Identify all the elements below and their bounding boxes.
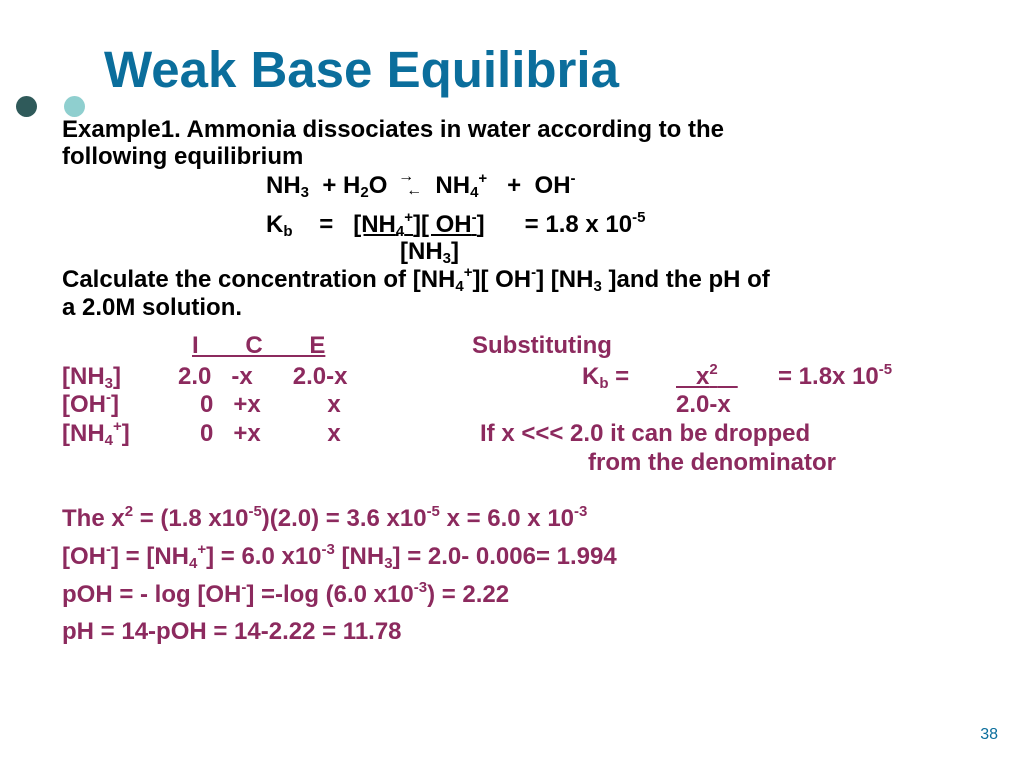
- denominator: 2.0-x: [676, 391, 731, 418]
- intro-line-1: Example1. Ammonia dissociates in water according to the: [62, 116, 724, 143]
- ice-row-nh4-label: $[NH_4^+]$: [62, 418, 130, 449]
- x-squared-line: The $x^2 = (1.8$ $x10^{-5})(2.0) = 3.6$ $x10^{-5}$ x = 6.0 x $10^{-3}$: [62, 503, 588, 532]
- approximation-note-1: If x <<< 2.0 it can be dropped: [480, 420, 811, 447]
- poh-line: pOH = - log [OH-] =-log (6.0 $x10^{-3}) = 2.22$: [62, 579, 510, 608]
- concentration-line: $[OH^-] = [NH_4^+] = 6.0$ $x10^{-3}$ $[NH_3] = 2.0-$ 0.006= 1.994: [62, 541, 617, 572]
- ph-line: pH = 14-pOH = 14-2.22 = 11.78: [62, 618, 402, 645]
- kb-expression: $K_b$ = $[NH_4^+]$[ OH-] = 1.8 x $10^{-5}$: [266, 209, 646, 240]
- page-number: 38: [980, 726, 998, 743]
- substituting-label: Substituting: [472, 332, 612, 359]
- slide-title: Weak Base Equilibria: [104, 41, 619, 98]
- intro-line-2: following equilibrium: [62, 143, 304, 170]
- x-squared-numerator: $x^2$: [676, 361, 718, 390]
- ice-row-nh3-values: 2.0 -x 2.0-x: [178, 363, 348, 390]
- calc-line-2: a 2.0M solution.: [62, 294, 243, 321]
- ice-header: I C E: [192, 332, 326, 359]
- kb-result: = 1.8x $10^{-5}$: [778, 361, 893, 390]
- equilibrium-arrows-icon: → ←: [398, 167, 423, 199]
- bullet-dot-light: [64, 96, 85, 117]
- bullet-dot-dark: [16, 96, 37, 117]
- calc-line-1: Calculate the concentration of $[NH_4^+]$[ OH-] [$NH_3$ ]and the pH of: [62, 264, 770, 295]
- kb-denominator: $[NH_3]$: [400, 238, 459, 267]
- kb-value: = 1.8 x $10^{-5}$: [524, 209, 646, 238]
- kb-substitution: $K_b$ =: [582, 363, 630, 392]
- ice-row-nh3-label: $[NH_3]$: [62, 363, 121, 392]
- ice-row-oh-values: 0 +x x: [200, 391, 341, 418]
- reaction-equation: $NH_3 + H_2O$ → ← $NH_4^+ + OH^-$: [266, 167, 576, 201]
- ice-row-oh-label: [OH-]: [62, 389, 119, 418]
- ice-row-nh4-values: 0 +x x: [200, 420, 341, 447]
- approximation-note-2: from the denominator: [588, 449, 837, 476]
